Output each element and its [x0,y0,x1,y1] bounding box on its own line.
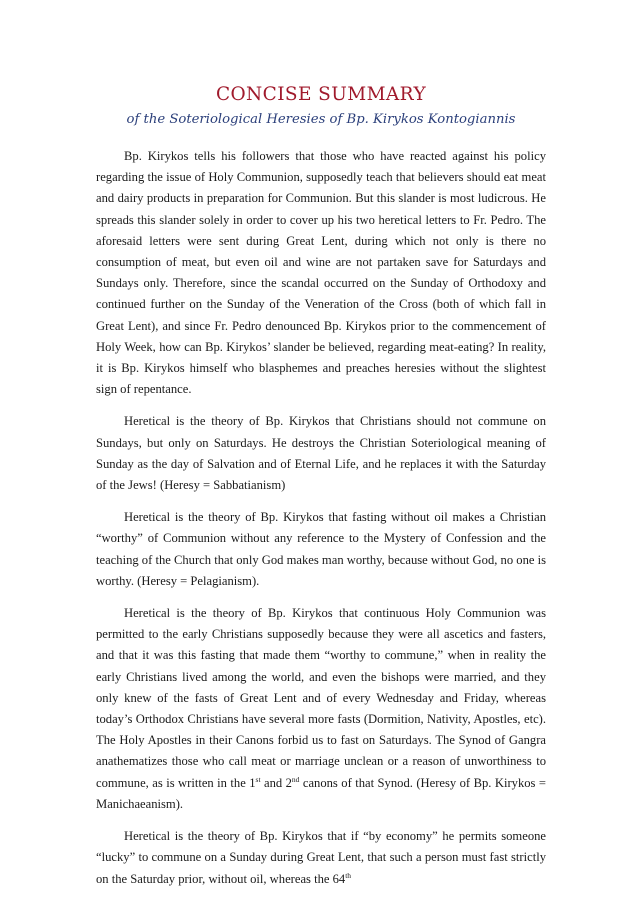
paragraph-text: Heretical is the theory of Bp. Kirykos that if “by economy” he permits someone “lucky” to commune on a Sunday during Great Lent, that such a person must fast strictly on the Saturday prior, without oil, whereas the 64 [96,829,546,886]
ordinal-suffix: st [255,774,261,784]
paragraph-manichaeanism [96,603,546,815]
paragraph-sabbatianism: Heretical is the theory of Bp. Kirykos that Christians should not commune on Sundays, but only on Saturdays. He destroys the Christian Soteriological meaning of Sunday as the day of Salvation and of Eternal Life, and he replaces it with the Saturday of the Jews! (Heresy = Sabbatianism) [96,414,546,493]
paragraph-text: canons of that Synod. (Heresy of Bp. Kirykos = Manichaeanism). [96,775,546,811]
ordinal-suffix: th [345,870,352,880]
ordinal-suffix: nd [291,774,300,784]
paragraph-economy [96,826,546,890]
paragraph-text: Heretical is the theory of Bp. Kirykos that continuous Holy Communion was permitted to the early Christians supposedly because they were all ascetics and fasters, and that it was this fasting that made them “worthy to commune,” when in reality the early Christians lived among the world, and even the bishops were married, and they only knew of the fasts of Great Lent and of every Wednesday and Friday, whereas today’s Orthodox Christians have several more fasts (Dormition, Nativity, Apostles, etc). The Holy Apostles in their Canons forbid us to fast on Saturdays. The Synod of Gangra anathematizes those who call meat or marriage unclean or a reason of unworthiness to commune, as is written in the 1 [96,606,546,790]
paragraph-text: and 2 [260,775,292,790]
document-subtitle: of the Soteriological Heresies of Bp. Kirykos Kontogiannis [126,112,516,127]
document-title: CONCISE SUMMARY [215,84,427,105]
document-content [96,84,546,890]
paragraph-pelagianism: Heretical is the theory of Bp. Kirykos that fasting without oil makes a Christian “worthy” of Communion without any reference to the Mystery of Confession and the teaching of the Church that only God makes man worthy, because without God, no one is worthy. (Heresy = Pelagianism). [96,510,547,588]
paragraph-slander: Bp. Kirykos tells his followers that those who have reacted against his policy regarding the issue of Holy Communion, supposedly teach that believers should eat meat and dairy products in preparation for Communion. But this slander is most ludicrous. He spreads this slander solely in order to cover up his two heretical letters to Fr. Pedro. The aforesaid letters were sent during Great Lent, during which not only is there no consumption of meat, but even oil and wine are not partaken save for Saturdays and Sundays only. Therefore, since the scandal occurred on the Sunday of Orthodoxy and continued further on the Sunday of the Veneration of the Cross (both of which fall in Great Lent), and since Fr. Pedro denounced Bp. Kirykos prior to the commencement of Holy Week, how can Bp. Kirykos’ slander be believed, regarding meat-eating? In reality, it is Bp. Kirykos himself who blasphemes and preaches heresies without the slightest sign of repentance. [96,149,546,397]
